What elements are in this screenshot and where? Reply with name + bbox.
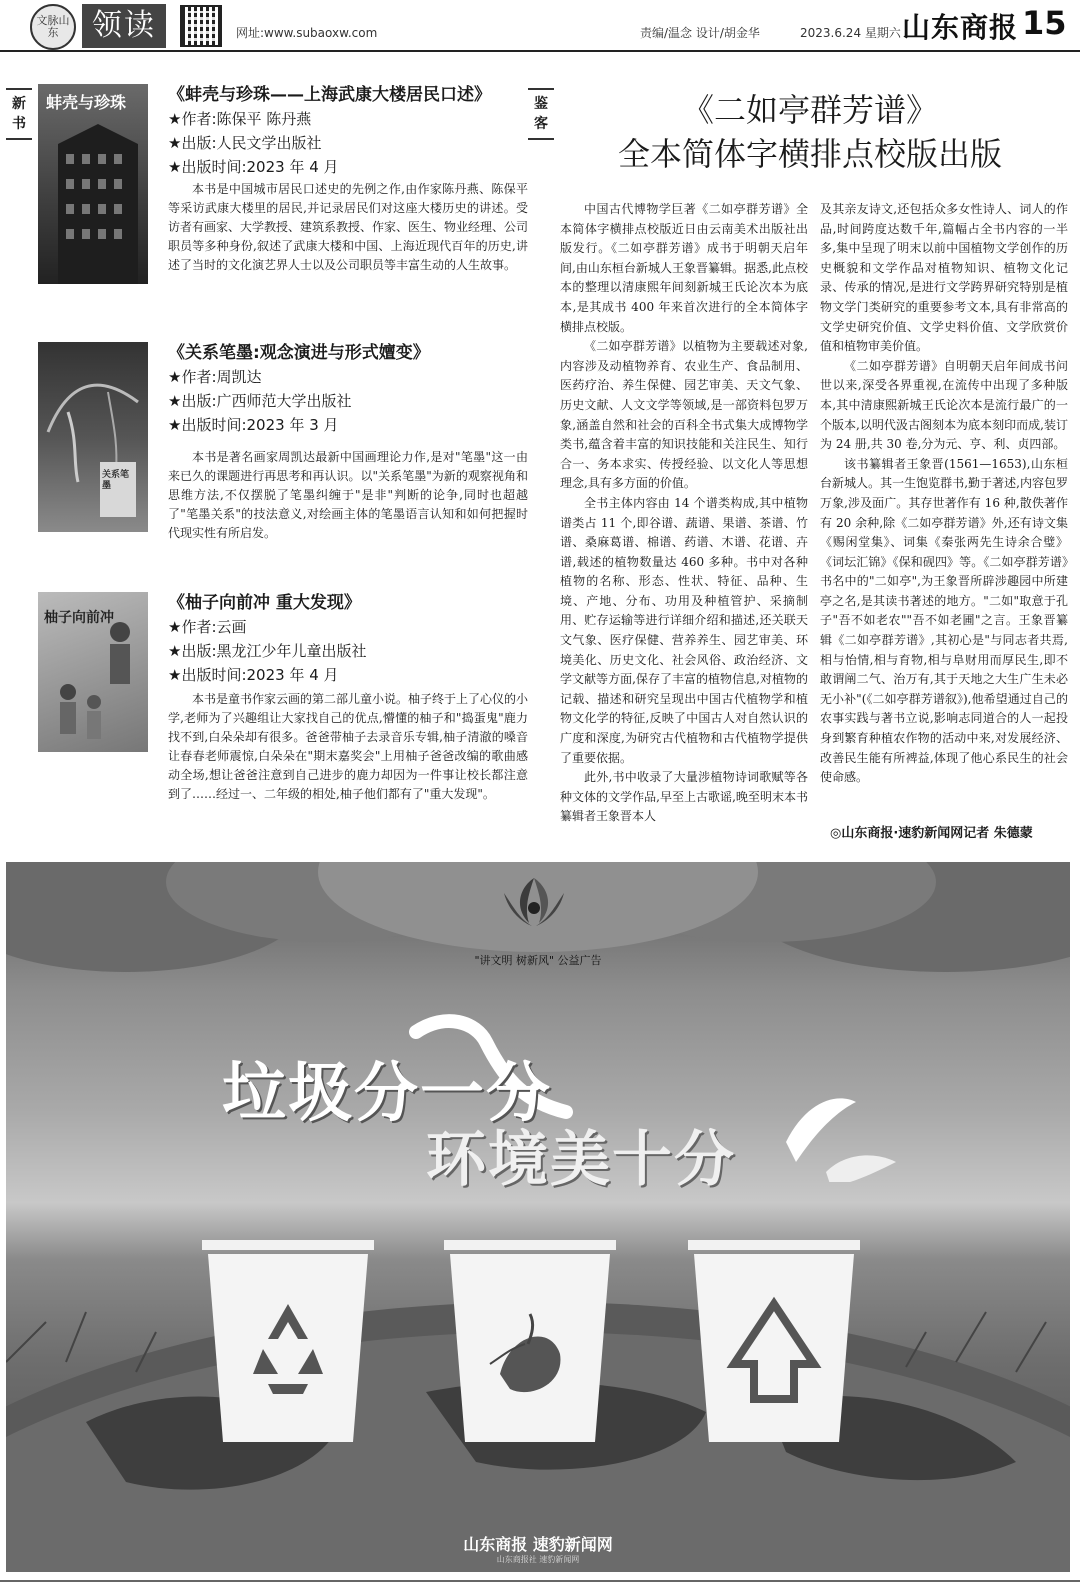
slogan-line-1: 垃圾分一分 <box>222 1057 552 1131</box>
ad-caption: "讲文明 树新风" 公益广告 <box>474 954 602 967</box>
book-pub-date: ★出版时间:2023 年 3 月 <box>168 416 339 434</box>
book-publisher: ★出版:人民文学出版社 <box>168 134 322 152</box>
editor-credits: 责编/温念 设计/胡金华 <box>640 26 760 40</box>
article-paragraph: 《二如亭群芳谱》以植物为主要载述对象,内容涉及动植物养育、农业生产、食品制用、医药疗治、养生保健、园艺审美、天文气象、历史文献、人文文学等领域,是一部资料包罗万象,涵盖自然和社会的百科全书式集大成博物学类书,蕴含着丰富的知识技能和关注民生、知行合一、务本求实、传授经验、以文化人等思想理念,具有多方面的价值。 <box>560 339 808 491</box>
public-service-ad <box>6 862 1070 1572</box>
book-entry <box>38 84 529 314</box>
other-waste-icon <box>694 1254 854 1442</box>
bin-lid <box>202 1240 374 1250</box>
reporter-byline: ◎山东商报·速豹新闻网记者 朱德蒙 <box>830 826 1033 841</box>
book-title: 《柚子向前冲 重大发现》 <box>168 593 361 613</box>
book-description: 本书是童书作家云画的第二部儿童小说。柚子终于上了心仪的小学,老师为了兴趣组让大家找自己的优点,懵懂的柚子和"捣蛋鬼"鹿力找不到,白朵朵却有很多。爸爸带柚子去录音乐专辑,柚子清澈的嗓音让春春老师震惊,白朵朵在"期末嘉奖会"上用柚子爸爸改编的歌曲感动全场,想让爸爸注意到自己进步的鹿力却因为一件事让校长都注意到了……经过一、二年级的相处,柚子他们都有了"重大发现"。 <box>168 692 529 801</box>
book-title: 《关系笔墨:观念演进与形式嬗变》 <box>168 343 430 363</box>
book-cover <box>38 592 148 752</box>
bin-lid <box>444 1240 616 1250</box>
logo: 文脉山东 <box>30 4 76 50</box>
article-headline <box>560 88 1060 176</box>
book-cover <box>38 342 148 532</box>
newspaper-name: 山东商报 <box>902 11 1019 44</box>
book-pub-date: ★出版时间:2023 年 4 月 <box>168 158 339 176</box>
book-description: 本书是著名画家周凯达最新中国画理论力作,是对"笔墨"这一由来已久的课题进行再思考和再认识。以"关系笔墨"为新的观察视角和思维方法,不仅摆脱了笔墨纠缠于"是非"判断的论争,同时也超越了"笔墨关系"的技法意义,对绘画主体的笔墨语言认知和如何把握时代现实性有所启发。 <box>168 450 528 540</box>
headline-line-1: 《二如亭群芳谱》 <box>681 91 938 129</box>
article-paragraph: 及其亲友诗文,还包括众多女性诗人、词人的作品,时间跨度达数千年,篇幅占全书内容的一半多,集中呈现了明末以前中国植物文学创作的历史概貌和文学作品对植物知识、植物文化记录、传承的情况,是进行文学跨界研究特别是植物文学门类研究的重要参考文本,具有非常高的文学史研究价值、文学史料价值、文学欣赏价值和植物审美价值。 <box>820 202 1068 354</box>
book-author: ★作者:陈保平 陈丹燕 <box>168 110 312 128</box>
headline-line-2: 全本简体字横排点校版出版 <box>617 135 1002 173</box>
other-waste-bin <box>694 1254 854 1442</box>
kitchen-waste-bin <box>450 1254 610 1442</box>
website-url[interactable]: 网址:www.subaoxw.com <box>236 26 378 40</box>
recycle-icon <box>208 1254 368 1442</box>
book-author: ★作者:云画 <box>168 618 247 636</box>
civilization-emblem-icon <box>484 868 584 938</box>
cover-title: 关系笔墨 <box>102 470 130 491</box>
book-pub-date: ★出版时间:2023 年 4 月 <box>168 666 339 684</box>
book-publisher: ★出版:广西师范大学出版社 <box>168 392 352 410</box>
slogan-line-2: 环境美十分 <box>426 1125 736 1195</box>
page-number: 15 <box>1022 4 1067 42</box>
cover-title: 柚子向前冲 <box>44 610 114 626</box>
book-author: ★作者:周凯达 <box>168 368 262 386</box>
article-paragraph: 该书纂辑者王象晋(1561—1653),山东桓台新城人。其一生饱览群书,勤于著述,内容包罗万象,涉及面广。其存世著作有 16 种,散佚著作有 20 余种,除《二如亭群芳谱》外,还有诗文集《赐闲堂集》、词集《秦张两先生诗余合璧》《词坛汇锦》《保和砚四》等。《二如亭群芳谱》书名中的"二如亭",为王象晋所辟涉趣园中所建亭之名,是其读书著述的地方。"二如"取意于孔子"吾不如老农""吾不如老圃"之言。王象晋纂辑《二如亭群芳谱》,其初心是"与同志者共焉,相与怡情,相与育物,相与阜财用而厚民生,即不敢谓阐二气、治万有,其于天地之大生广生未必无小补"(《二如亭群芳谱叙》),他希望通过自己的农事实践与著书立说,影响志同道合的人一起投身到繁育种植农作物的活动中来,对发展经济、改善民生能有所裨益,体现了他心系民生的社会使命感。 <box>820 456 1068 785</box>
article-paragraph: 《二如亭群芳谱》自明朝天启年间成书问世以来,深受各界重视,在流传中出现了多种版本,其中清康熙新城王氏论次本是流行最广的一个版本,以明代汲古阁刻本为底本刻印而成,装订为 24 册,共 30 卷,分为元、亨、利、贞四部。 <box>820 358 1068 452</box>
children-illustration <box>38 592 148 752</box>
article-column-left <box>560 200 808 827</box>
book-entry <box>38 592 529 842</box>
ad-sponsor-sub: 山东商报社 速豹新闻网 <box>496 1555 580 1564</box>
cover-title: 蚌壳与珍珠 <box>46 93 127 112</box>
ad-sponsor: 山东商报 速豹新闻网 <box>463 1535 613 1554</box>
recyclable-bin <box>208 1254 368 1442</box>
food-waste-icon <box>450 1254 610 1442</box>
page-header <box>0 0 1080 52</box>
bottom-rule <box>0 1580 1080 1582</box>
qr-code-icon <box>180 5 222 47</box>
issue-date: 2023.6.24 星期六 <box>800 26 901 40</box>
tree-painting-illustration <box>38 342 148 532</box>
article-paragraph: 全书主体内容由 14 个谱类构成,其中植物谱类占 11 个,即谷谱、蔬谱、果谱、茶谱、竹谱、桑麻葛谱、棉谱、药谱、木谱、花谱、卉谱,载述的植物数量达 460 多种。书中对各种植物的名称、形态、性状、特征、品种、生境、产地、分布、功用及种植管护、采摘制用、贮存运输等进行详细介绍和描述,还关联天文气象、医疗保健、营养养生、园艺审美、环境美化、历史文化、社会风俗、政治经济、文学文献等方面,保存了丰富的植物信息,对植物的记载、描述和研究呈现出中国古代植物学和植物文化学的特征,反映了中国古人对自然认识的广度和深度,为研究古代植物和古代植物学提供了重要依据。 <box>560 495 808 765</box>
book-cover <box>38 84 148 284</box>
book-publisher: ★出版:黑龙江少年儿童出版社 <box>168 642 367 660</box>
article-paragraph: 此外,书中收录了大量涉植物诗词歌赋等各种文体的文学作品,早至上古歌谣,晚至明末本书纂辑者王象晋本人 <box>560 770 808 824</box>
column-tag-new-books: 新书 <box>6 88 32 140</box>
section-title: 领读 <box>82 4 166 48</box>
column-tag-review: 鉴客 <box>528 88 554 140</box>
bin-lid <box>688 1240 860 1250</box>
book-title: 《蚌壳与珍珠——上海武康大楼居民口述》 <box>168 85 491 105</box>
building-illustration <box>38 84 148 284</box>
book-entry <box>38 342 528 572</box>
article-paragraph: 中国古代博物学巨著《二如亭群芳谱》全本简体字横排点校版近日由云南美术出版社出版发行。《二如亭群芳谱》成书于明朝天启年间,由山东桓台新城人王象晋纂辑。据悉,此点校本的整理以清康熙年间刻新城王氏论次本为底本,是其成书 400 年来首次进行的全本简体字横排点校版。 <box>560 202 808 334</box>
article-column-right <box>820 200 1068 788</box>
book-description: 本书是中国城市居民口述史的先例之作,由作家陈丹燕、陈保平等采访武康大楼里的居民,并记录居民们对这座大楼历史的讲述。受访者有画家、大学教授、建筑系教授、作家、医生、物业经理、公司职员等多种身份,叙述了武康大楼和中国、上海近现代百年的历史,讲述了当时的文化演艺界人士以及公司职员等丰富生动的人生故事。 <box>168 182 529 272</box>
